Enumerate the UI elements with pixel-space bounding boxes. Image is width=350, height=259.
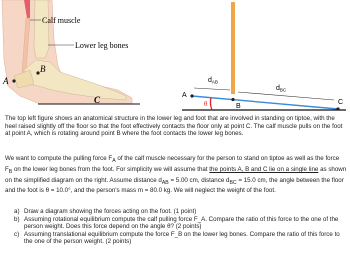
intro-paragraph: The top left figure shows an anatomical structure in the lower leg and foot that are involved in standing on tiptoe, with the heel raised slightly off the floor so that the foot effectively contacts the floor only at point C. The calf muscle pulls on the foot at point A, which is rotating around point B where the foot contacts the lower leg bones. xyxy=(5,115,343,138)
theta-label: θ xyxy=(204,100,208,108)
p2-seg-c: on the lower leg bones from the foot. For simplicity we will assume that xyxy=(12,165,210,173)
point-a-label: A xyxy=(182,92,187,99)
dbc-arrow xyxy=(238,92,334,100)
tibia-bone xyxy=(34,0,49,58)
point-a-label: A xyxy=(3,76,9,86)
p2-seg-b: of the calf muscle necessary for the person to stand on tiptoe as well as the force F xyxy=(5,155,340,173)
problem-paragraph xyxy=(5,155,347,195)
dbc-label: $d_{BC}$ xyxy=(276,85,287,93)
point-b-marker xyxy=(231,98,234,101)
question-item xyxy=(14,231,346,246)
question-text: Draw a diagram showing the forces acting on the foot. (1 point) xyxy=(24,208,197,215)
question-list xyxy=(14,208,346,246)
p2-seg-f: = 15.0 cm, the angle between the floor and the foot is θ = 10.0°, and the person's mass m = 80.0 kg. We will neglect the weight of the foot. xyxy=(5,176,344,195)
leg-bar xyxy=(231,2,235,94)
p2-seg-d: as shown on the simplified diagram on the right. Assume distance d xyxy=(5,165,347,184)
point-c-label: C xyxy=(338,99,344,106)
p2-sub-b: B xyxy=(8,169,13,176)
question-text: Assuming translational equilibrium compute the force F_B on the lower leg bones. Compare the ratio of this force to the one of the person weight. (2 points) xyxy=(24,230,340,246)
point-a-marker xyxy=(190,94,193,97)
dab-arrow xyxy=(194,88,230,90)
question-key: b) xyxy=(14,215,20,223)
theta-arc xyxy=(210,98,212,110)
question-item xyxy=(14,208,346,216)
anatomy-figure xyxy=(0,0,175,112)
question-key: c) xyxy=(14,230,20,238)
simplified-diagram xyxy=(178,0,350,112)
p2-sub-a: A xyxy=(112,158,116,165)
p2-seg-e: = 5.00 cm, distance d xyxy=(168,176,230,184)
foot-line xyxy=(192,96,338,109)
question-text: Assuming rotational equilibrium compute the calf pulling force F_A. Compare the ratio of this force to the one of the person weight. Does this force depend on the angle θ? (2 points) xyxy=(24,215,339,231)
p2-underlined: the points A, B and C lie on a single line xyxy=(209,165,319,173)
dab-label: $d_{AB}$ xyxy=(208,77,218,85)
question-item xyxy=(14,216,346,231)
point-a-marker xyxy=(12,79,15,82)
p2-sub-e: BC xyxy=(229,179,237,186)
point-b-label: B xyxy=(40,64,46,74)
point-c-label: C xyxy=(94,95,101,105)
lower-leg-bones-label: Lower leg bones xyxy=(75,41,129,50)
p2-seg-a: We want to compute the pulling force F xyxy=(5,155,113,162)
point-b-label: B xyxy=(236,103,241,110)
question-key: a) xyxy=(14,208,20,215)
point-c-marker xyxy=(336,107,339,110)
p2-sub-d: AB xyxy=(161,179,169,186)
calf-muscle-label: Calf muscle xyxy=(42,16,81,25)
